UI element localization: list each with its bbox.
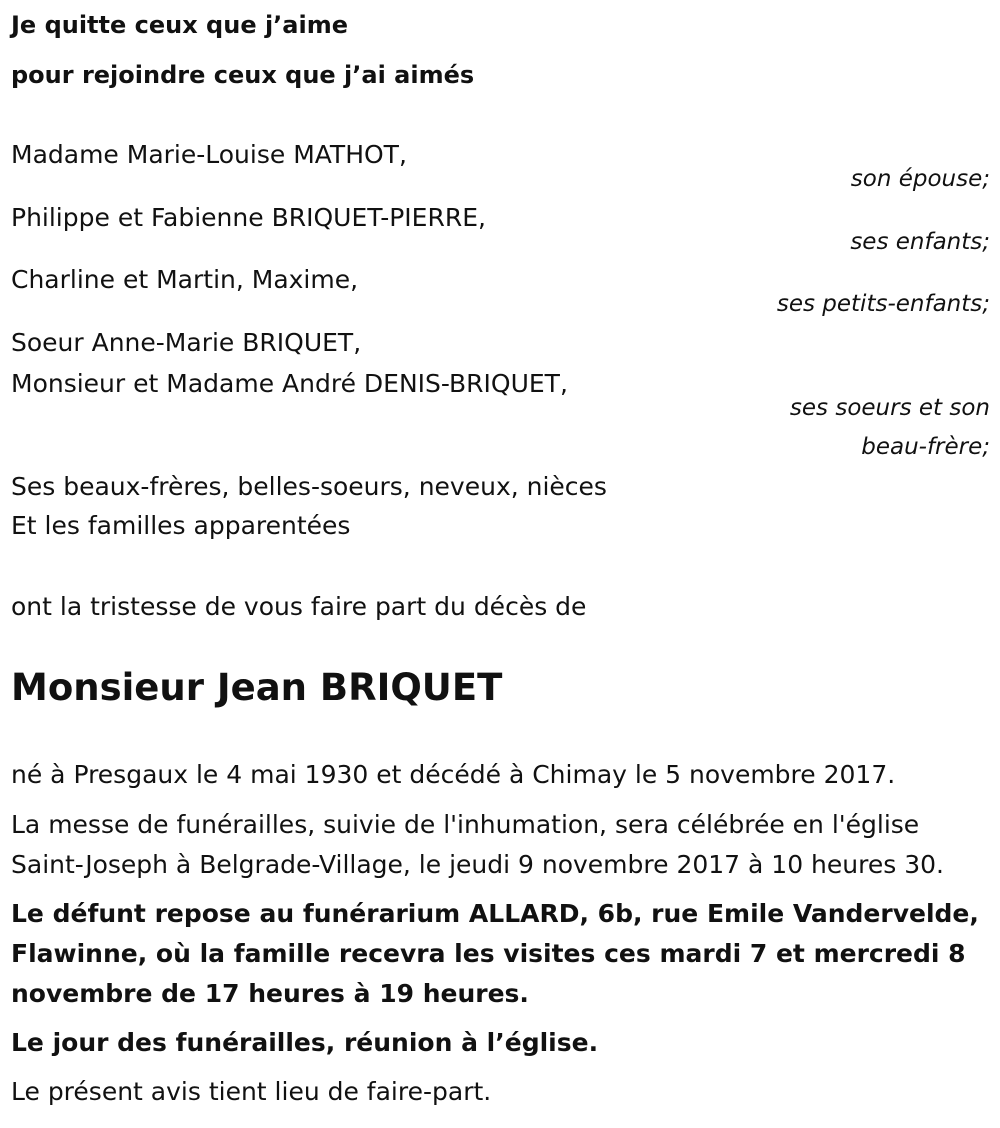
funeral-mass-line-1: La messe de funérailles, suivie de l'inhumation, sera célébrée en l'église xyxy=(11,810,920,839)
extended-family-line-1: Ses beaux-frères, belles-soeurs, neveux, nièces xyxy=(11,472,607,501)
children-names: Philippe et Fabienne BRIQUET-PIERRE, xyxy=(11,203,486,232)
visitation-line-1: Le défunt repose au funérarium ALLARD, 6b, rue Emile Vandervelde, xyxy=(11,899,979,928)
visitation-line-3: novembre de 17 heures à 19 heures. xyxy=(11,979,529,1008)
siblings-role-line-1: ses soeurs et son xyxy=(789,395,990,421)
extended-family-line-2: Et les familles apparentées xyxy=(11,511,351,540)
visitation-line-2: Flawinne, où la famille recevra les visites ces mardi 7 et mercredi 8 xyxy=(11,939,966,968)
epigraph-line-2: pour rejoindre ceux que j’ai aimés xyxy=(11,61,475,89)
deceased-name: Monsieur Jean BRIQUET xyxy=(11,666,503,709)
grandchildren-names: Charline et Martin, Maxime, xyxy=(11,265,359,294)
siblings-role-line-2: beau-frère; xyxy=(861,434,990,460)
funeral-mass-line-2: Saint-Joseph à Belgrade-Village, le jeudi 9 novembre 2017 à 10 heures 30. xyxy=(11,850,944,879)
spouse-role: son épouse; xyxy=(850,166,990,192)
notice-line: Le présent avis tient lieu de faire-part. xyxy=(11,1077,492,1106)
announcement-text: ont la tristesse de vous faire part du décès de xyxy=(11,592,587,621)
sibling-name-1: Soeur Anne-Marie BRIQUET, xyxy=(11,328,362,357)
meeting-line: Le jour des funérailles, réunion à l’église. xyxy=(11,1028,599,1057)
sibling-name-2: Monsieur et Madame André DENIS-BRIQUET, xyxy=(11,369,568,398)
epigraph-line-1: Je quitte ceux que j’aime xyxy=(11,11,349,39)
grandchildren-role: ses petits-enfants; xyxy=(776,291,990,317)
children-role: ses enfants; xyxy=(850,229,990,255)
birth-death-line: né à Presgaux le 4 mai 1930 et décédé à Chimay le 5 novembre 2017. xyxy=(11,760,896,789)
spouse-name: Madame Marie-Louise MATHOT, xyxy=(11,140,407,169)
